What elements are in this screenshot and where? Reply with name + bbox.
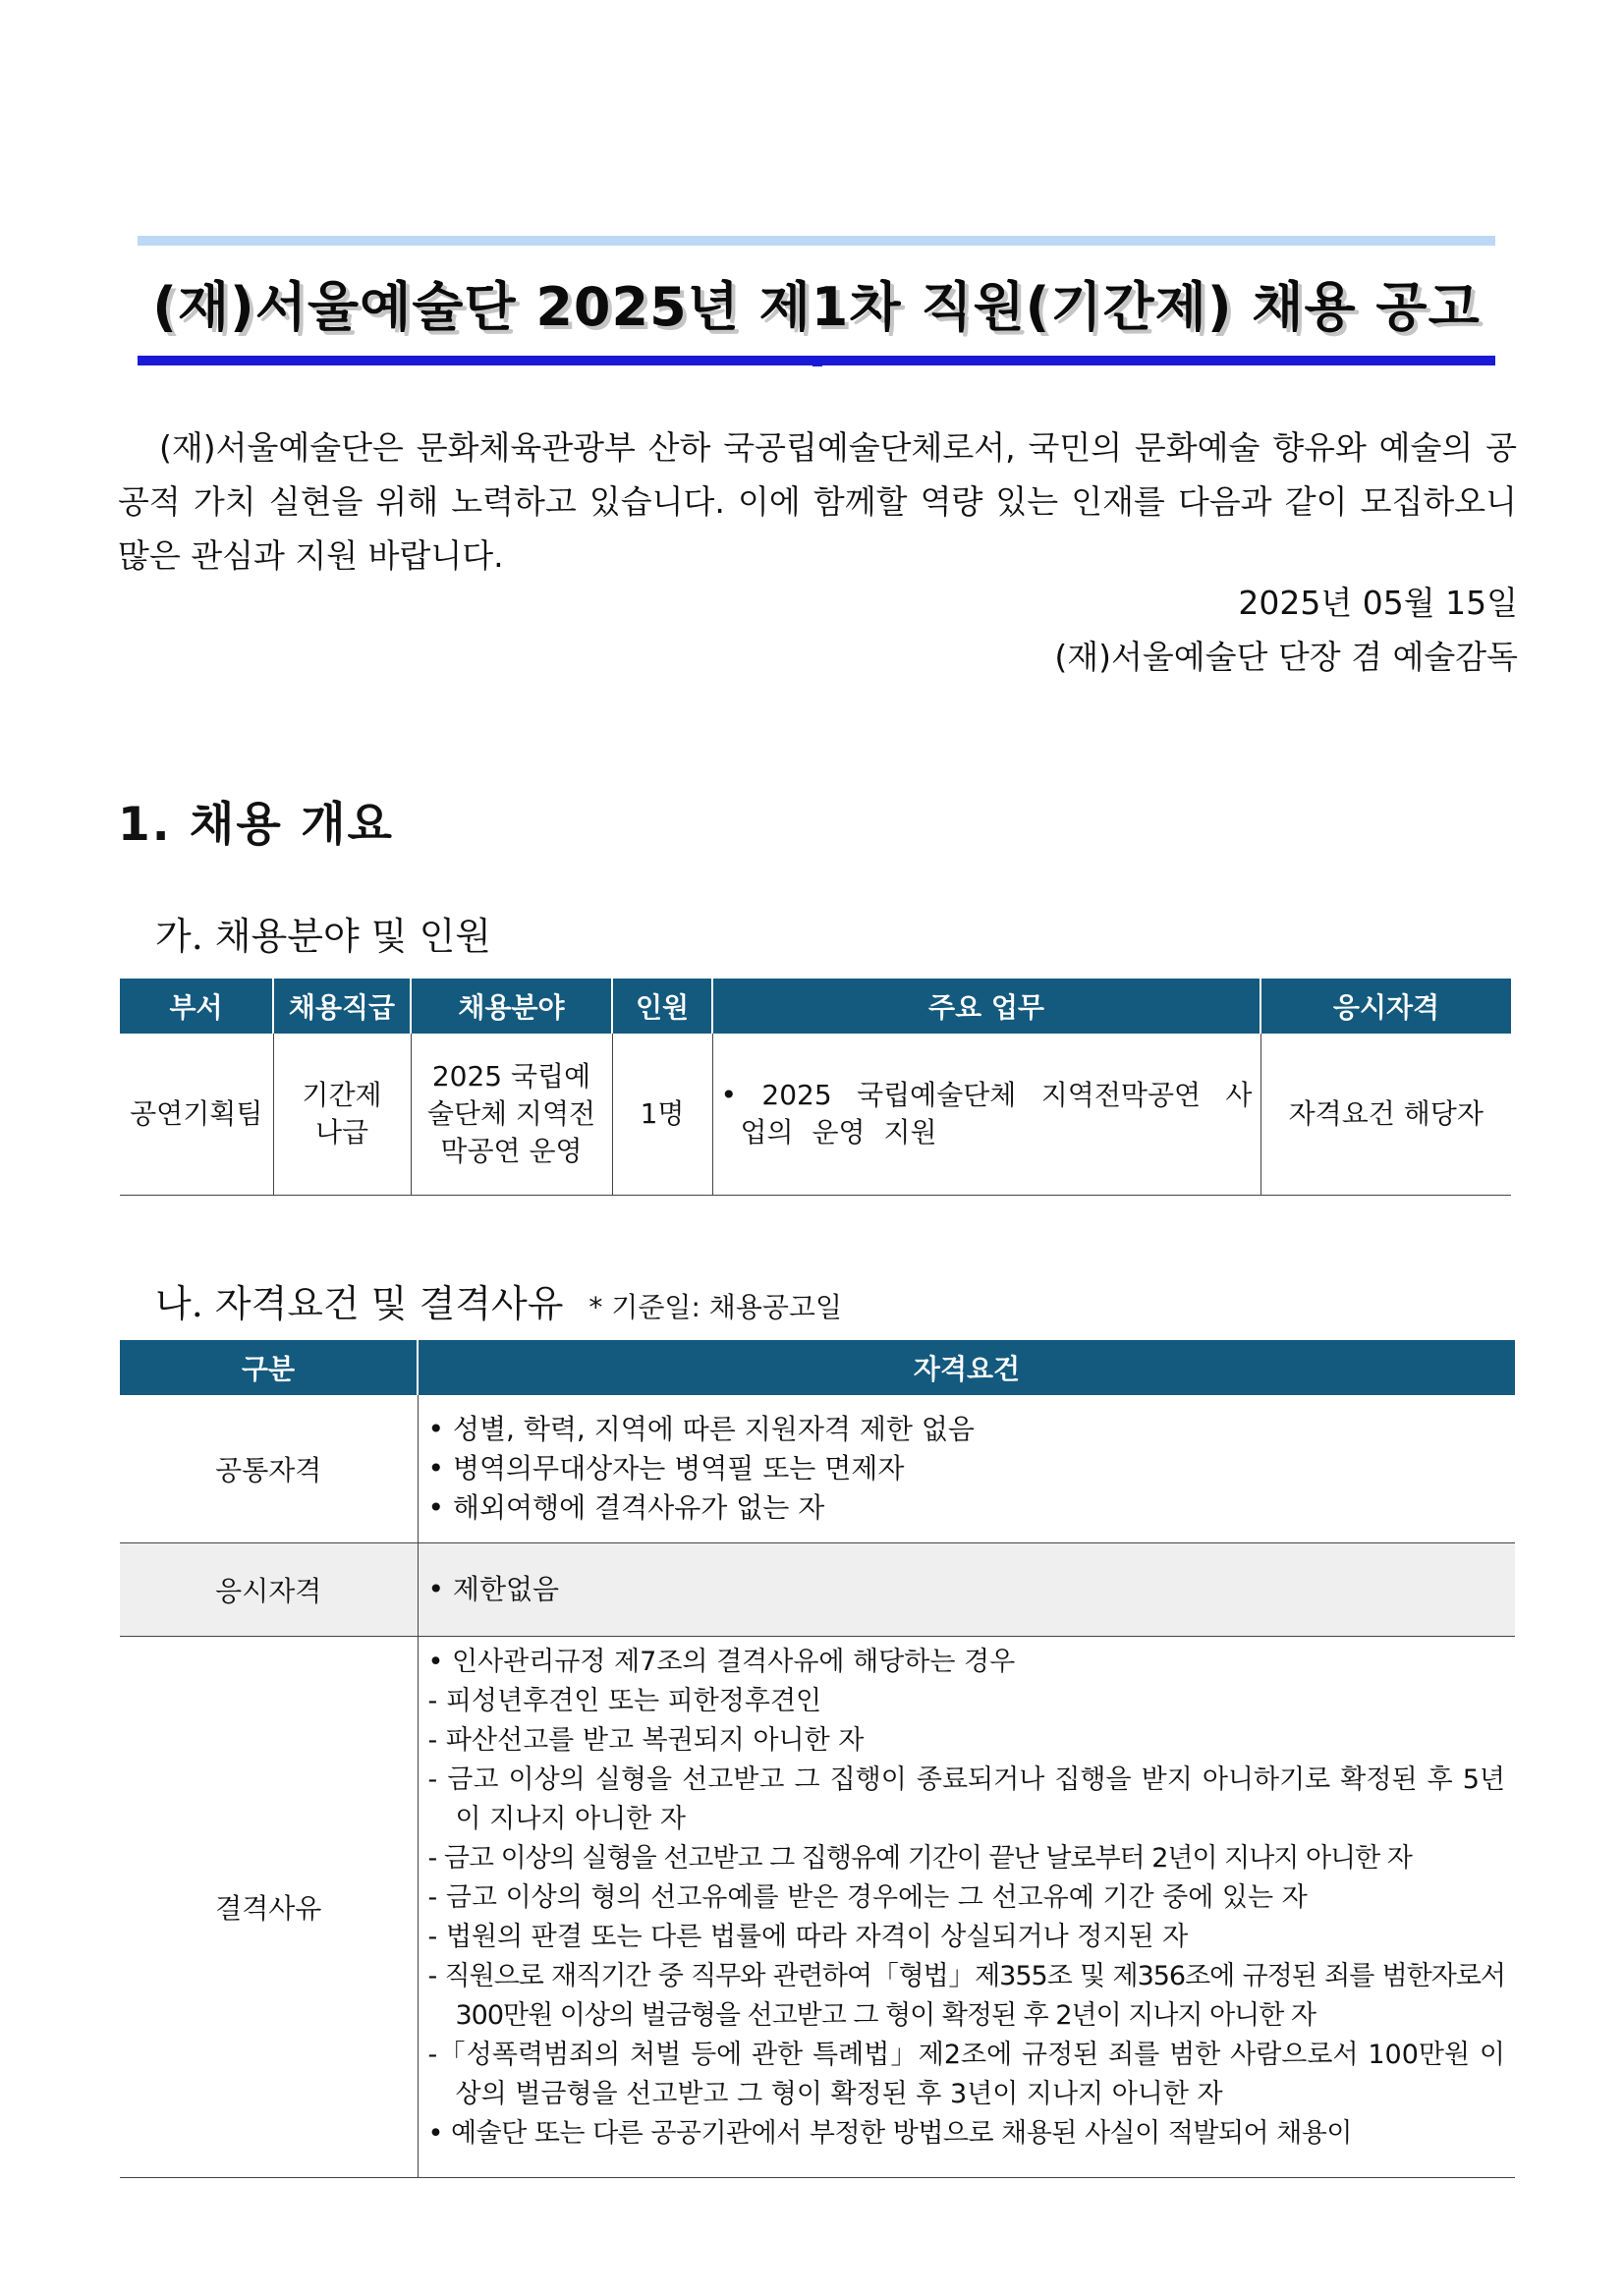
- column-header: 자격요건: [418, 1340, 1515, 1395]
- announcement-date: 2025년 05월 15일: [1238, 584, 1518, 622]
- title-top-rule: [138, 236, 1495, 246]
- column-header: 부서: [120, 979, 273, 1034]
- requirement-subitem: - 법원의 판결 또는 다른 법률에 따라 자격이 상실되거나 정지된 자: [427, 1922, 1189, 1952]
- requirement-subitem: - 금고 이상의 실형을 선고받고 그 집행이 종료되거나 집행을 받지 아니하기로 확정된 후 5년이 지나지 아니한 자: [427, 1764, 1505, 1834]
- requirement-subitem: - 피성년후견인 또는 피한정후견인: [427, 1686, 822, 1716]
- requirement-item: • 해외여행에 결격사유가 없는 자: [427, 1491, 825, 1524]
- grade-cell: [273, 1034, 411, 1196]
- title-rule-mark: [812, 364, 822, 366]
- column-header: 응시자격: [1260, 979, 1511, 1034]
- requirement-item: • 인사관리규정 제7조의 결격사유에 해당하는 경우: [427, 1647, 1016, 1677]
- column-header: 채용분야: [411, 979, 612, 1034]
- column-header: 구분: [120, 1340, 418, 1395]
- qualification-table: [120, 1340, 1515, 2178]
- column-header: 인원: [612, 979, 712, 1034]
- table-row: [120, 1543, 1515, 1637]
- duty-cell: [712, 1034, 1260, 1196]
- requirement-subitem: - 직원으로 재직기간 중 직무와 관련하여「형법」제355조 및 제356조에 규정된 죄를 범한자로서 300만원 이상의 벌금형을 선고받고 그 형이 확정된 후 2년이 지나지 아니한 자: [427, 1961, 1505, 2031]
- section-heading: 1. 채용 개요: [118, 798, 394, 852]
- requirements-cell: [418, 1637, 1515, 2178]
- category-cell: 공통자격: [120, 1395, 418, 1543]
- reference-date-note: * 기준일: 채용공고일: [588, 1291, 843, 1323]
- column-header: 주요 업무: [712, 979, 1260, 1034]
- requirement-item: • 병역의무대상자는 병역필 또는 면제자: [427, 1452, 905, 1484]
- requirements-cell: [418, 1395, 1515, 1543]
- subsection-heading-b: [155, 1273, 842, 1327]
- intro-paragraph: (재)서울예술단은 문화체육관광부 산하 국공립예술단체로서, 국민의 문화예술 향유와 예술의 공공적 가치 실현을 위해 노력하고 있습니다. 이에 함께할 역량 있는 인재를 다음과 같이 모집하오니 많은 관심과 지원 바랍니다.: [118, 428, 1517, 575]
- table-header-row: [120, 1340, 1515, 1395]
- subsection-heading-b-text: 나. 자격요건 및 결격사유: [155, 1282, 564, 1325]
- qualification-cell: 자격요건 해당자: [1260, 1034, 1511, 1196]
- grade-text: 기간제 나급: [302, 1079, 382, 1148]
- subsection-heading-a: 가. 채용분야 및 인원: [155, 915, 491, 958]
- field-text: 2025 국립예술단체 지역전막공연 운영: [426, 1060, 596, 1167]
- signer: (재)서울예술단 단장 겸 예술감독: [1054, 638, 1518, 676]
- requirement-subitem: -「성폭력범죄의 처벌 등에 관한 특례법」제2조에 규정된 죄를 범한 사람으로서 100만원 이상의 벌금형을 선고받고 그 형이 확정된 후 3년이 지나지 아니한 자: [427, 2040, 1505, 2109]
- requirement-subitem: - 금고 이상의 실형을 선고받고 그 집행유예 기간이 끝난 날로부터 2년이 지나지 아니한 자: [427, 1843, 1412, 1874]
- table-row: [120, 1395, 1515, 1543]
- table-row: [120, 1637, 1515, 2178]
- requirement-subitem: - 파산선고를 받고 복권되지 아니한 자: [427, 1725, 865, 1756]
- category-cell: 결격사유: [120, 1637, 418, 2178]
- count-cell: 1명: [612, 1034, 712, 1196]
- requirement-item: • 제한없음: [427, 1573, 560, 1605]
- category-cell: 응시자격: [120, 1543, 418, 1637]
- requirement-subitem: - 금고 이상의 형의 선고유예를 받은 경우에는 그 선고유예 기간 중에 있는 자: [427, 1882, 1308, 1913]
- column-header: 채용직급: [273, 979, 411, 1034]
- field-cell: [411, 1034, 612, 1196]
- requirement-item: • 예술단 또는 다른 공공기관에서 부정한 방법으로 채용된 사실이 적발되어 채용이: [427, 2118, 1352, 2149]
- requirements-cell: [418, 1543, 1515, 1637]
- table-header-row: [120, 979, 1511, 1034]
- recruitment-table: [120, 979, 1511, 1196]
- table-row: [120, 1034, 1511, 1196]
- requirement-item: • 성별, 학력, 지역에 따른 지원자격 제한 없음: [427, 1413, 975, 1445]
- department-cell: 공연기획팀: [120, 1034, 273, 1196]
- document-title: (재)서울예술단 2025년 제1차 직원(기간제) 채용 공고: [152, 276, 1481, 338]
- duty-text: • 2025 국립예술단체 지역전막공연 사업의 운영 지원: [720, 1079, 1253, 1148]
